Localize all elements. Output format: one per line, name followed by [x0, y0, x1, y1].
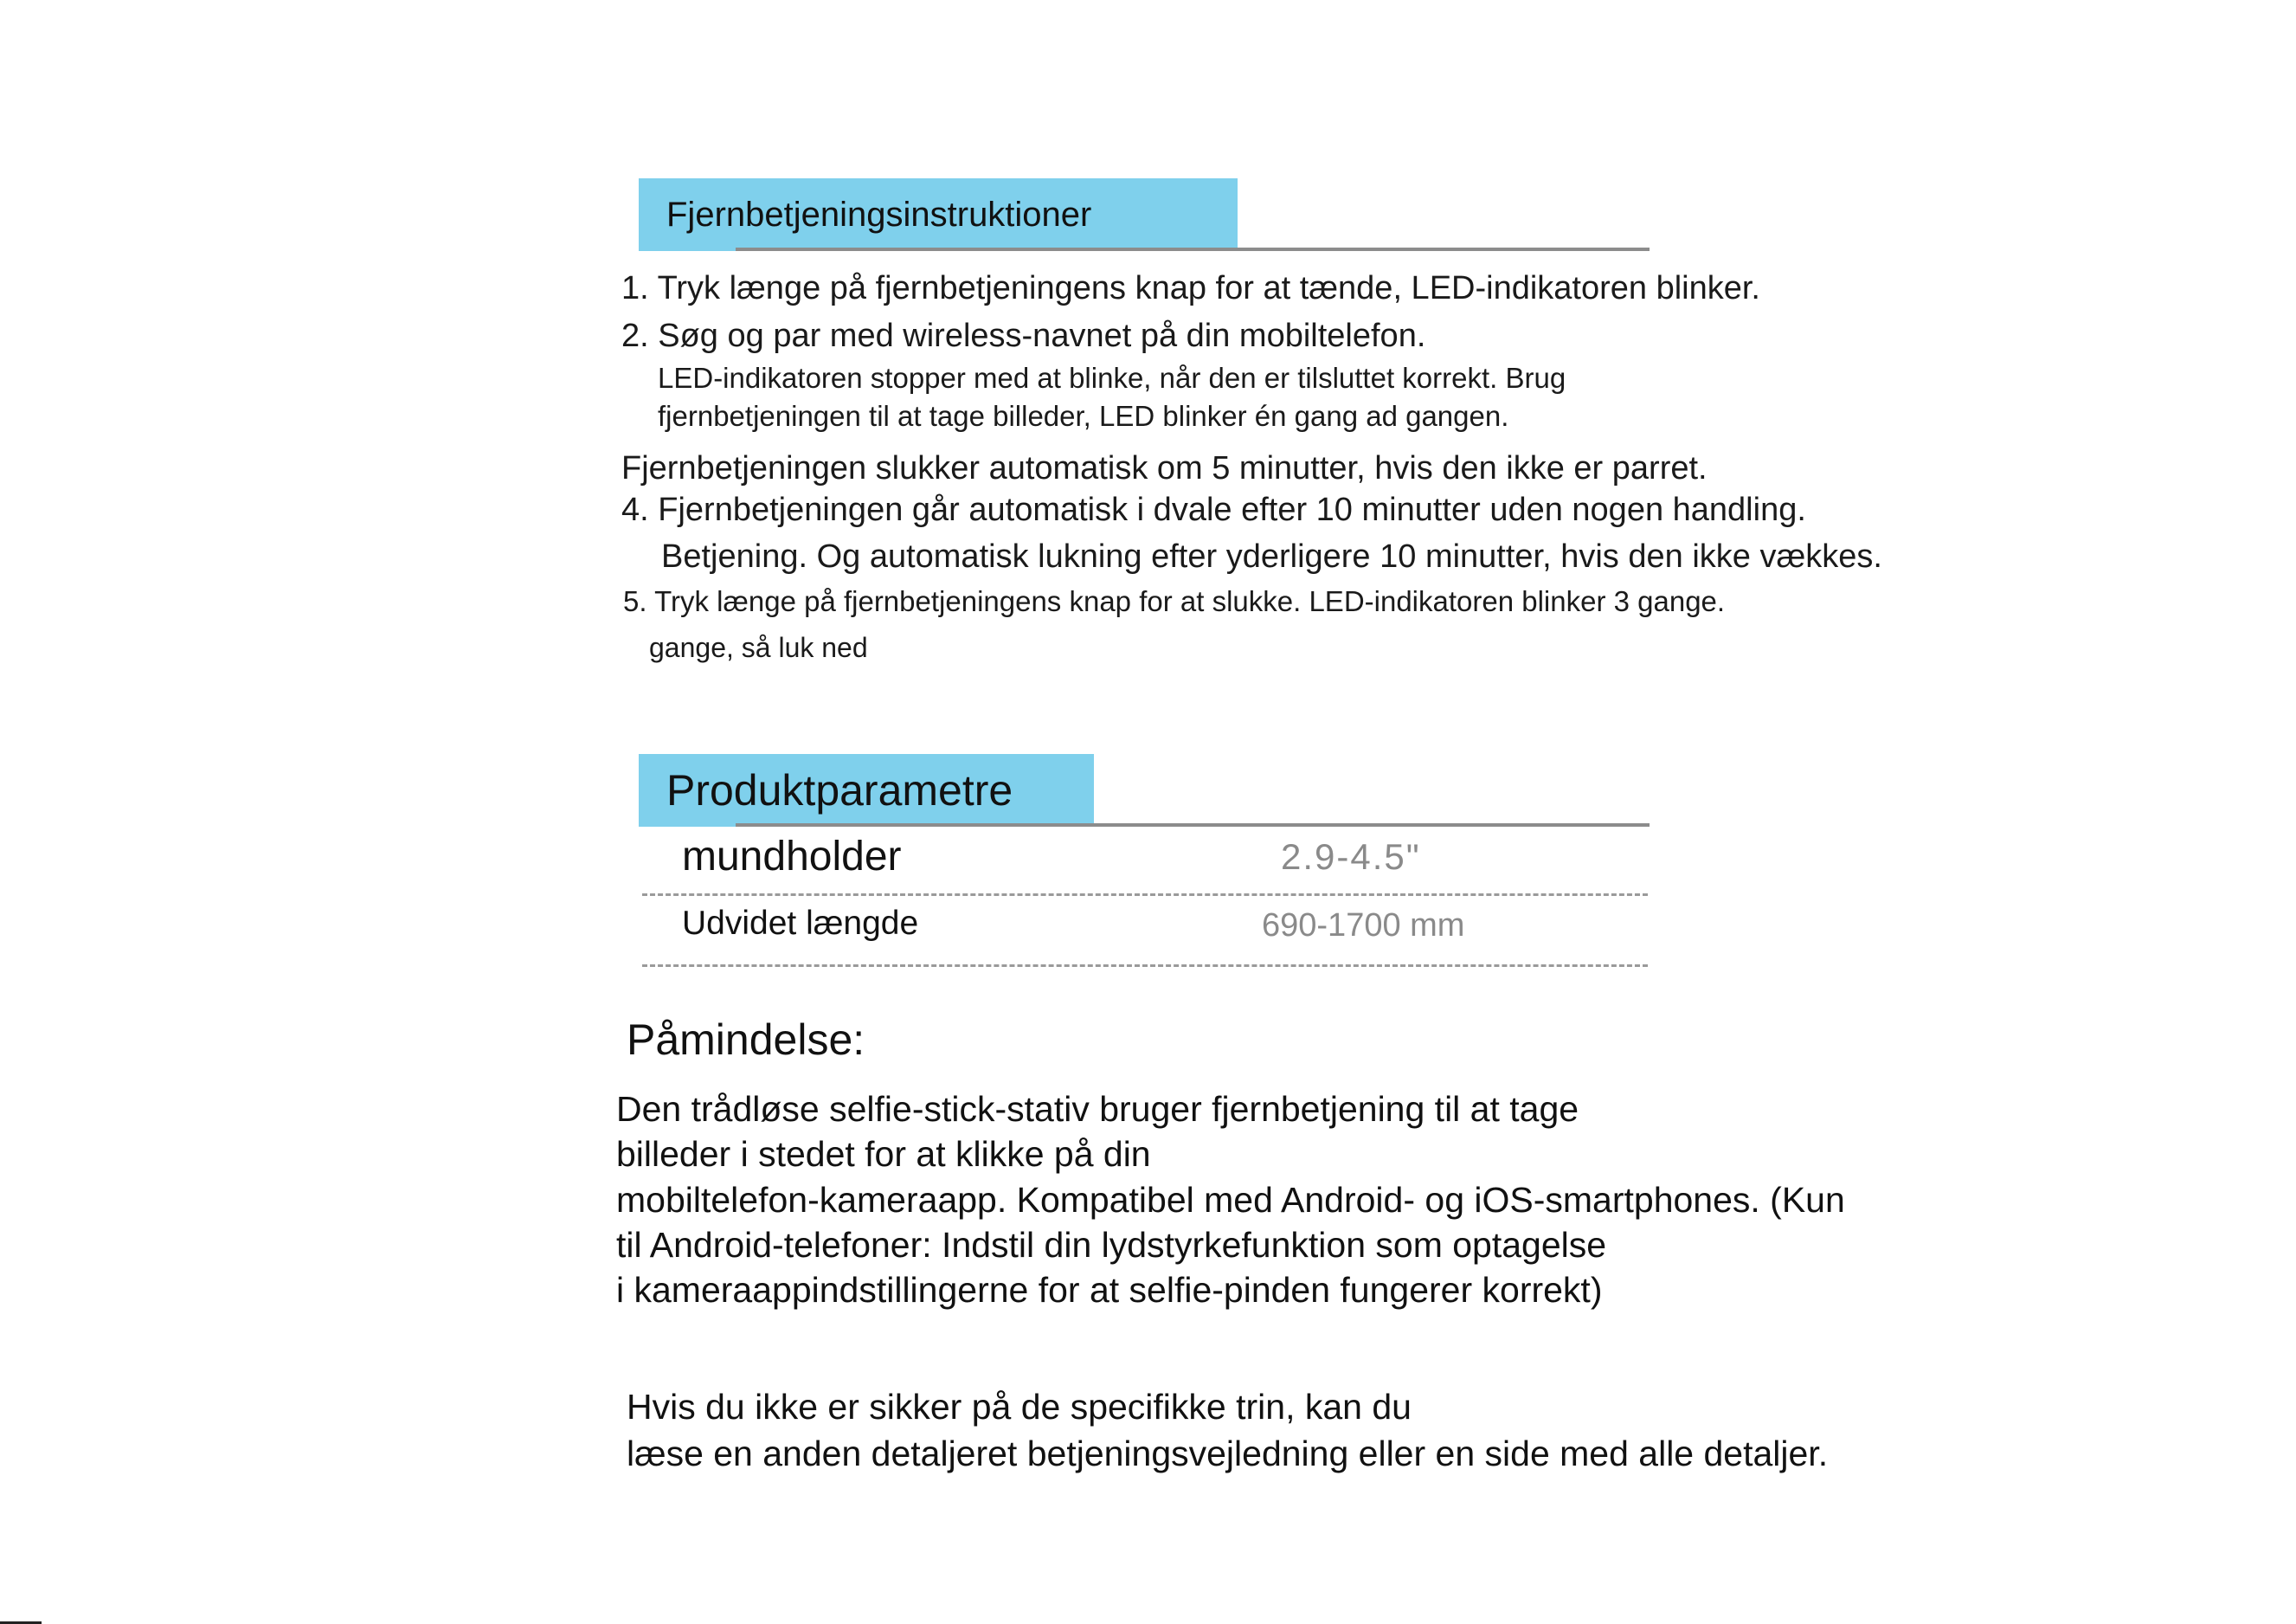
- instruction-step-2-detail-a: LED-indikatoren stopper med at blinke, når den er tilsluttet korrekt. Brug: [658, 362, 1566, 394]
- param-label-udvidet-laengde: Udvidet længde: [682, 905, 919, 942]
- instruction-step-2: 2. Søg og par med wireless-navnet på din mobiltelefon.: [621, 318, 1426, 354]
- instruction-step-5-detail: gange, så luk ned: [649, 632, 868, 663]
- instruction-step-3: Fjernbetjeningen slukker automatisk om 5 minutter, hvis den ikke er parret.: [621, 450, 1708, 487]
- instruction-step-5: 5. Tryk længe på fjernbetjeningens knap for at slukke. LED-indikatoren blinker 3 gange.: [623, 585, 1726, 617]
- instruction-step-4-detail: Betjening. Og automatisk lukning efter yderligere 10 minutter, hvis den ikke vækkes.: [661, 538, 1882, 575]
- instruction-step-1: 1. Tryk længe på fjernbetjeningens knap for at tænde, LED-indikatoren blinker.: [621, 270, 1760, 306]
- param-value-mundholder: 2.9-4.5": [1281, 836, 1421, 877]
- remote-instructions-title: Fjernbetjeningsinstruktioner: [666, 196, 1092, 234]
- instruction-step-4: 4. Fjernbetjeningen går automatisk i dvale efter 10 minutter uden nogen handling.: [621, 492, 1806, 528]
- param-row-divider: [642, 964, 1648, 967]
- product-parameters-header: [639, 754, 1094, 827]
- param-value-udvidet-laengde: 690-1700 mm: [1262, 907, 1465, 944]
- product-parameters-rule: [736, 823, 1650, 827]
- reminder-note-line: Hvis du ikke er sikker på de specifikke trin, kan du: [627, 1387, 1412, 1427]
- instruction-step-2-detail-b: fjernbetjeningen til at tage billeder, LED blinker én gang ad gangen.: [658, 400, 1509, 432]
- reminder-title: Påmindelse:: [627, 1015, 865, 1064]
- param-label-mundholder: mundholder: [682, 834, 902, 880]
- reminder-note-line: læse en anden detaljeret betjeningsvejledning eller en side med alle detaljer.: [627, 1434, 1829, 1473]
- reminder-paragraph-line: mobiltelefon-kameraapp. Kompatibel med Android- og iOS-smartphones. (Kun: [616, 1180, 1845, 1220]
- reminder-paragraph-line: til Android-telefoner: Indstil din lydstyrkefunktion som optagelse: [616, 1225, 1607, 1265]
- remote-instructions-rule: [736, 248, 1650, 251]
- product-parameters-title: Produktparametre: [666, 766, 1013, 815]
- reminder-paragraph-line: i kameraappindstillingerne for at selfie-pinden fungerer korrekt): [616, 1270, 1603, 1310]
- reminder-paragraph-line: billeder i stedet for at klikke på din: [616, 1134, 1151, 1174]
- param-row-divider: [642, 893, 1648, 896]
- remote-instructions-header: [639, 178, 1238, 251]
- reminder-paragraph-line: Den trådløse selfie-stick-stativ bruger fjernbetjening til at tage: [616, 1089, 1579, 1129]
